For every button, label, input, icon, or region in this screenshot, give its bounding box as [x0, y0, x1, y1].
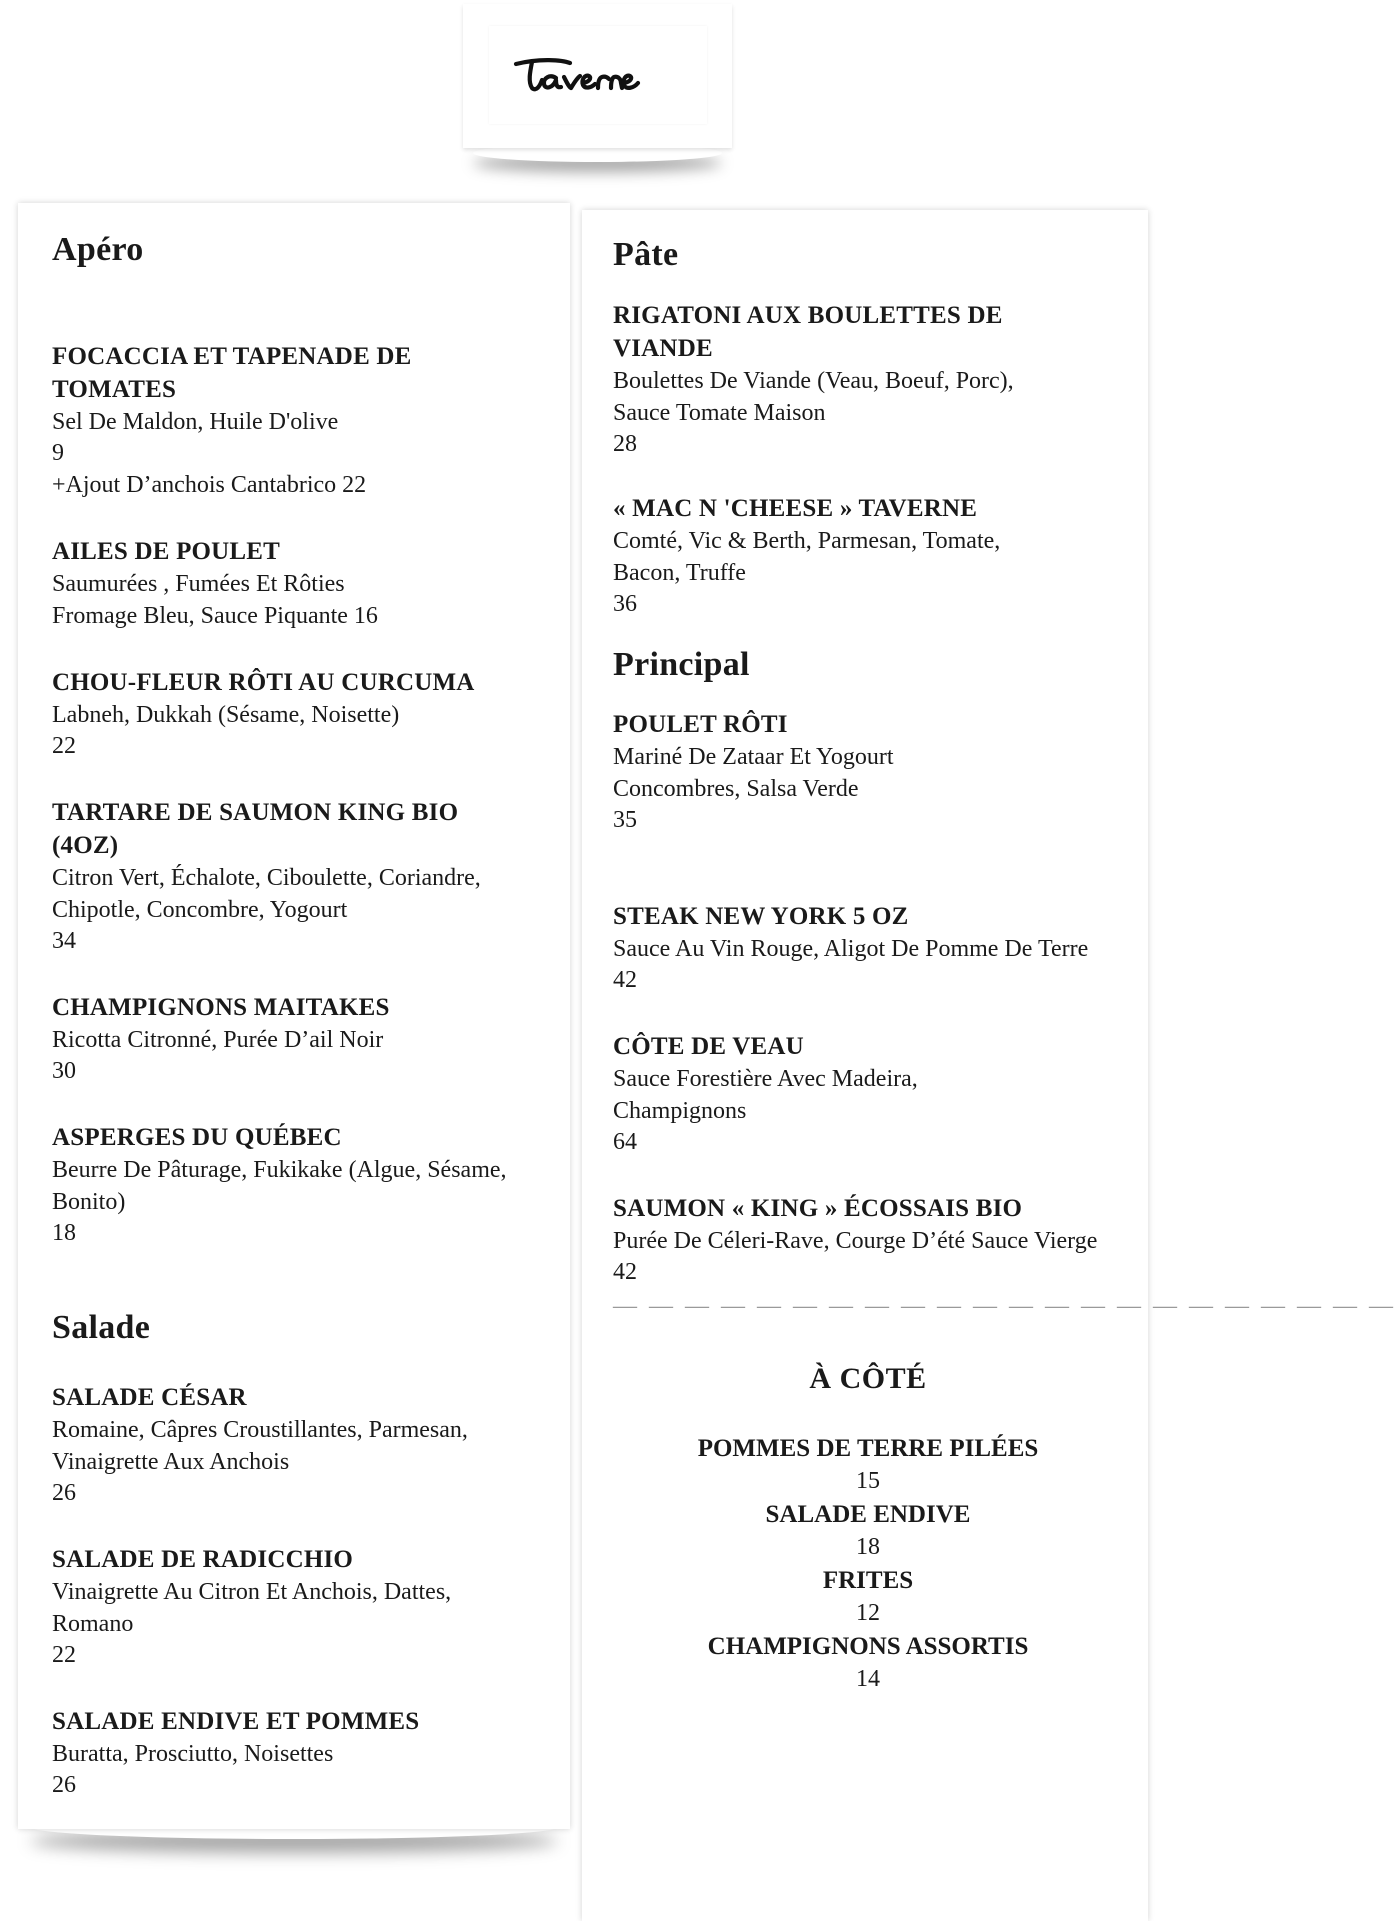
menu-item — [613, 492, 1013, 620]
side-item-name: FRITES — [822, 1566, 914, 1594]
item-description-price: Fromage Bleu, Sauce Piquante 16 — [52, 603, 378, 630]
menu-item — [52, 666, 552, 762]
item-price: 18 — [52, 1220, 76, 1247]
logo-frame — [489, 26, 707, 124]
item-name: RIGATONI AUX BOULETTES DE VIANDE — [613, 302, 1003, 363]
section-divider: — — — — — — — — — — — — — — — — — — — — — — — [613, 1292, 1396, 1319]
menu-item — [613, 1030, 1033, 1158]
menu-item — [613, 708, 953, 836]
item-price: 64 — [613, 1128, 637, 1155]
item-name: SALADE ENDIVE ET POMMES — [52, 1707, 420, 1735]
item-name: SALADE DE RADICCHIO — [52, 1545, 354, 1573]
item-description: Ricotta Citronné, Purée D’ail Noir — [52, 1027, 384, 1054]
item-price: 28 — [613, 431, 637, 458]
item-price: 35 — [613, 806, 637, 833]
item-description: Vinaigrette Au Citron Et Anchois, Dattes, Romano — [52, 1578, 452, 1637]
item-description: Saumurées , Fumées Et Rôties — [52, 571, 345, 598]
menu-panel-right — [582, 210, 1396, 1921]
item-name: SALADE CÉSAR — [52, 1383, 247, 1411]
item-name: POULET RÔTI — [613, 710, 788, 738]
item-description: Boulettes De Viande (Veau, Boeuf, Porc), Sauce Tomate Maison — [613, 368, 1014, 427]
side-item — [613, 1564, 1123, 1630]
item-price: 42 — [613, 1258, 637, 1285]
menu-item — [52, 796, 502, 957]
side-item-name: SALADE ENDIVE — [765, 1500, 971, 1528]
item-name: CHAMPIGNONS MAITAKES — [52, 994, 390, 1022]
item-description: Mariné De Zataar Et Yogourt Concombres, Salsa Verde — [613, 743, 894, 802]
item-price: 22 — [52, 1641, 76, 1668]
item-description: Labneh, Dukkah (Sésame, Noisette) — [52, 702, 400, 729]
menu-item — [52, 1543, 532, 1671]
section-title-a-cote: À CÔTÉ — [809, 1361, 927, 1395]
item-price: 9 — [52, 440, 64, 467]
menu-item — [52, 1705, 552, 1801]
right-column-content — [613, 236, 1396, 1696]
menu-item — [613, 1192, 1123, 1288]
side-item-price: 18 — [856, 1533, 880, 1560]
item-price: 42 — [613, 966, 637, 993]
menu-item — [52, 1121, 547, 1249]
item-description: Buratta, Prosciutto, Noisettes — [52, 1740, 334, 1767]
side-item-price: 12 — [856, 1599, 880, 1626]
menu-item — [52, 535, 552, 632]
side-item — [613, 1432, 1123, 1498]
menu-panel-left — [18, 203, 570, 1829]
section-title-apero: Apéro — [52, 231, 144, 268]
side-item-price: 15 — [856, 1467, 880, 1494]
menu-item — [52, 340, 472, 501]
item-name: SAUMON « KING » ÉCOSSAIS BIO — [613, 1194, 1023, 1222]
item-name: CHOU-FLEUR RÔTI AU CURCUMA — [52, 669, 475, 697]
item-name: « MAC N 'CHEESE » TAVERNE — [613, 495, 978, 523]
item-name: AILES DE POULET — [52, 538, 281, 566]
item-name: CÔTE DE VEAU — [613, 1032, 804, 1060]
item-addon: +Ajout D’anchois Cantabrico 22 — [52, 472, 367, 499]
section-title-salade: Salade — [52, 1309, 151, 1347]
item-price: 22 — [52, 733, 76, 760]
menu-item — [613, 299, 1063, 460]
menu-item — [52, 1381, 552, 1509]
item-price: 26 — [52, 1479, 76, 1506]
menu-item — [613, 900, 1123, 996]
item-description: Sauce Forestière Avec Madeira, Champignons — [613, 1065, 918, 1124]
item-description: Purée De Céleri-Rave, Courge D’été Sauce Vierge — [613, 1227, 1098, 1254]
logo-card — [463, 4, 732, 148]
item-price: 26 — [52, 1771, 76, 1798]
side-item-name: CHAMPIGNONS ASSORTIS — [707, 1632, 1029, 1660]
item-price: 34 — [52, 928, 76, 955]
section-title-principal: Principal — [613, 646, 750, 684]
side-item — [613, 1498, 1123, 1564]
item-description: Beurre De Pâturage, Fukikake (Algue, Sésame, Bonito) — [52, 1157, 507, 1216]
item-description: Citron Vert, Échalote, Ciboulette, Coriandre, Chipotle, Concombre, Yogourt — [52, 865, 481, 924]
item-name: STEAK NEW YORK 5 OZ — [613, 902, 909, 930]
item-price: 30 — [52, 1058, 76, 1085]
menu-item — [52, 991, 552, 1087]
section-title-pate: Pâte — [613, 236, 679, 273]
left-column-content — [52, 231, 552, 1801]
item-description: Romaine, Câpres Croustillantes, Parmesan, Vinaigrette Aux Anchois — [52, 1416, 468, 1475]
item-description: Sel De Maldon, Huile D'olive — [52, 409, 339, 436]
item-price: 36 — [613, 591, 637, 618]
side-item-price: 14 — [856, 1665, 880, 1692]
item-name: ASPERGES DU QUÉBEC — [52, 1124, 342, 1152]
item-name: TARTARE DE SAUMON KING BIO (4OZ) — [52, 799, 459, 860]
item-description: Sauce Au Vin Rouge, Aligot De Pomme De Terre — [613, 935, 1089, 962]
item-name: FOCACCIA ET TAPENADE DE TOMATES — [52, 343, 412, 404]
side-item-name: POMMES DE TERRE PILÉES — [697, 1434, 1039, 1462]
item-description: Comté, Vic & Berth, Parmesan, Tomate, Bacon, Truffe — [613, 528, 1001, 587]
side-item — [613, 1630, 1123, 1696]
taverne-logo — [510, 50, 686, 100]
